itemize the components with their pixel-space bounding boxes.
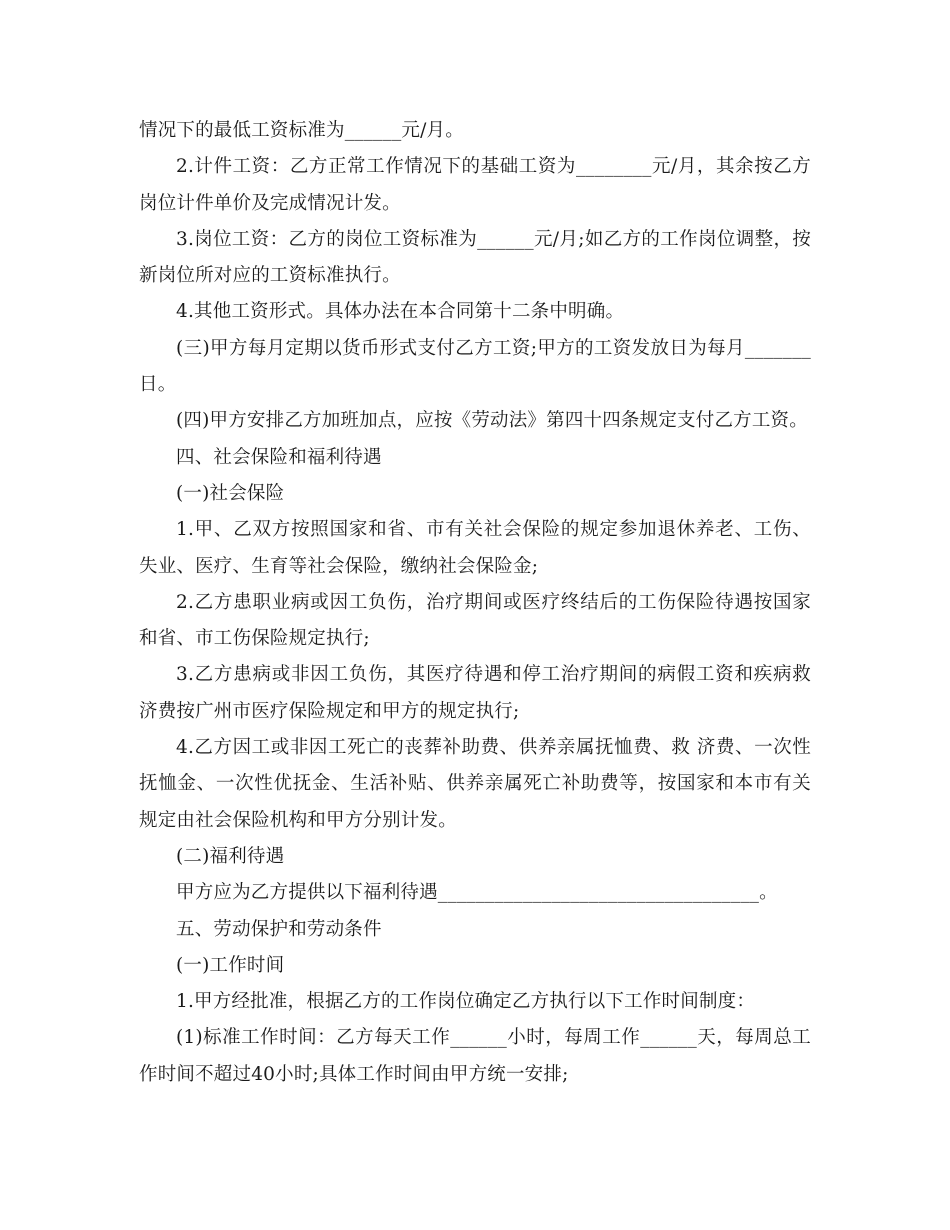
paragraph-welfare: 甲方应为乙方提供以下福利待遇__________________________________。 bbox=[176, 882, 778, 904]
paragraph-work-injury: 2.乙方患职业病或因工负伤，治疗期间或医疗终结后的工伤保险待遇按国家和省、市工伤保险规定执行; bbox=[139, 591, 811, 650]
paragraph-overtime: (四)甲方安排乙方加班加点，应按《劳动法》第四十四条规定支付乙方工资。 bbox=[176, 410, 808, 432]
paragraph-piece-wage: 2.计件工资：乙方正常工作情况下的基础工资为________元/月，其余按乙方岗位计件单价及完成情况计发。 bbox=[139, 156, 811, 214]
paragraph-min-wage-tail: 情况下的最低工资标准为______元/月。 bbox=[139, 120, 464, 141]
subsection-heading-welfare: (二)福利待遇 bbox=[176, 845, 285, 867]
paragraph-death-benefits: 4.乙方因工或非因工死亡的丧葬补助费、供养亲属抚恤费、救 济费、一次性抚恤金、一次性优抚金、生活补贴、供养亲属死亡补助费等，按国家和本市有关规定由社会保险机构和甲方分别计发。 bbox=[139, 737, 811, 831]
paragraph-pay-day: (三)甲方每月定期以货币形式支付乙方工资;甲方的工资发放日为每月_______日。 bbox=[139, 337, 811, 396]
section-heading-labor-protection: 五、劳动保护和劳动条件 bbox=[176, 918, 382, 940]
paragraph-insurance-participation: 1.甲、乙双方按照国家和省、市有关社会保险的规定参加退休养老、工伤、失业、医疗、生育等社会保险，缴纳社会保险金; bbox=[139, 519, 811, 577]
paragraph-working-hours-system: 1.甲方经批准，根据乙方的工作岗位确定乙方执行以下工作时间制度： bbox=[176, 991, 756, 1013]
subsection-heading-social-insurance: (一)社会保险 bbox=[176, 482, 285, 504]
paragraph-illness: 3.乙方患病或非因工负伤，其医疗待遇和停工治疗期间的病假工资和疾病救济费按广州市医疗保险规定和甲方的规定执行; bbox=[139, 664, 811, 722]
document-body bbox=[139, 113, 811, 1093]
paragraph-standard-hours: (1)标准工作时间：乙方每天工作______小时，每周工作______天，每周总工作时间不超过40小时;具体工作时间由甲方统一安排; bbox=[139, 1027, 811, 1085]
subsection-heading-working-hours: (一)工作时间 bbox=[176, 954, 285, 976]
paragraph-other-wage: 4.其他工资形式。具体办法在本合同第十二条中明确。 bbox=[176, 301, 625, 323]
section-heading-insurance: 四、社会保险和福利待遇 bbox=[176, 446, 382, 468]
paragraph-post-wage: 3.岗位工资：乙方的岗位工资标准为______元/月;如乙方的工作岗位调整，按新岗位所对应的工资标准执行。 bbox=[139, 228, 811, 287]
